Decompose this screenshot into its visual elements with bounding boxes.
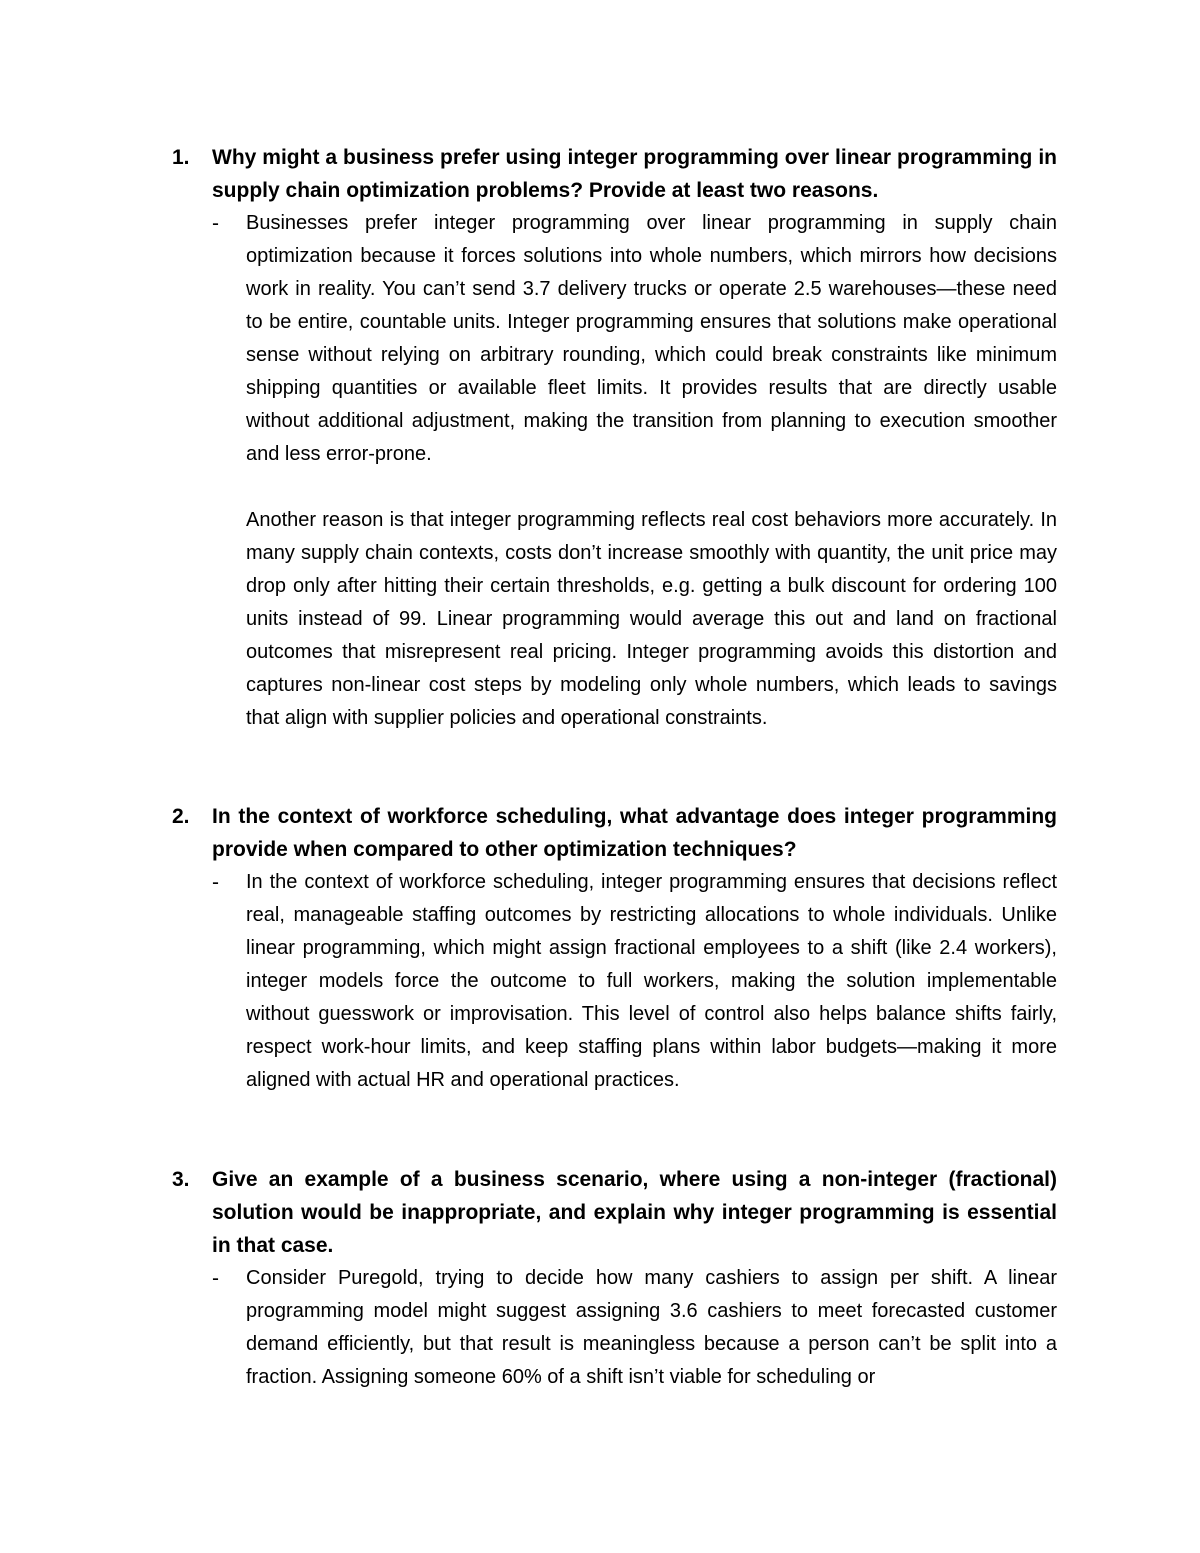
- question-text: In the context of workforce scheduling, what advantage does integer programming provide when compared to other optimization techniques?: [212, 805, 1057, 861]
- answer-bullet: -: [212, 871, 219, 894]
- question-text: Give an example of a business scenario, where using a non-integer (fractional) solution would be inappropriate, and explain why integer programming is essential in that case.: [212, 1168, 1057, 1257]
- question-number: 2.: [172, 805, 190, 828]
- question-number: 3.: [172, 1168, 190, 1191]
- answer-paragraph: Businesses prefer integer programming over linear programming in supply chain optimization because it forces solutions into whole numbers, which mirrors how decisions work in reality. You can’t send 3.7 delivery trucks or operate 2.5 warehouses—these need to be entire, countable units. Integer programming ensures that solutions make operational sense without relying on arbitrary rounding, which could break constraints like minimum shipping quantities or available fleet limits. It provides results that are directly usable without additional adjustment, making the transition from planning to execution smoother and less error-prone.: [246, 212, 1057, 465]
- answer-bullet: -: [212, 1267, 219, 1290]
- answer-bullet: -: [212, 212, 219, 235]
- answer-paragraph: In the context of workforce scheduling, integer programming ensures that decisions reflect real, manageable staffing outcomes by restricting allocations to whole individuals. Unlike linear programming, which might assign fractional employees to a shift (like 2.4 workers), integer models force the outcome to full workers, making the solution implementable without guesswork or improvisation. This level of control also helps balance shifts fairly, respect work-hour limits, and keep staffing plans within labor budgets—making it more aligned with actual HR and operational practices.: [246, 871, 1057, 1091]
- question-number: 1.: [172, 146, 190, 169]
- answer-paragraph: Another reason is that integer programming reflects real cost behaviors more accurately. In many supply chain contexts, costs don’t increase smoothly with quantity, the unit price may drop only after hitting their certain thresholds, e.g. getting a bulk discount for ordering 100 units instead of 99. Linear programming would average this out and land on fractional outcomes that misrepresent real pricing. Integer programming avoids this distortion and captures non-linear cost steps by modeling only whole numbers, which leads to savings that align with supplier policies and operational constraints.: [246, 509, 1057, 729]
- answer-paragraph: Consider Puregold, trying to decide how many cashiers to assign per shift. A linear programming model might suggest assigning 3.6 cashiers to meet forecasted customer demand efficiently, but that result is meaningless because a person can’t be split into a fraction. Assigning someone 60% of a shift isn’t viable for scheduling or: [246, 1267, 1057, 1388]
- question-text: Why might a business prefer using integer programming over linear programming in supply chain optimization problems? Provide at least two reasons.: [212, 146, 1057, 202]
